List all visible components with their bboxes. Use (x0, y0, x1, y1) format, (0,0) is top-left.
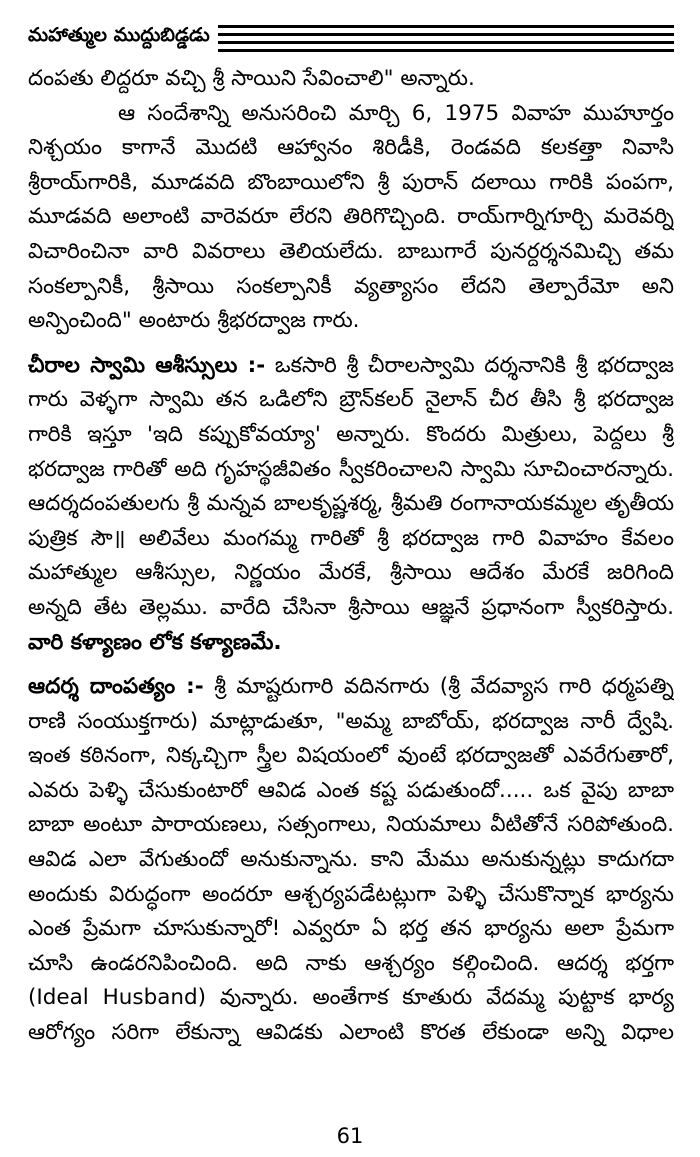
text-line: సంకల్పానికీ, శ్రీసాయి సంకల్పానికీ వ్యత్యాసం లేదని తెల్పారేమో అని (28, 273, 674, 299)
text-line: భరద్వాజ గారితో అది గృహస్థజీవితం స్వీకరించాలని స్వామి సూచించారన్నారు. (28, 456, 674, 482)
text-line: నిశ్చయం కాగానే మొదటి ఆహ్వానం శిరిడీకి, రెండవది కలకత్తా నివాసి (28, 135, 674, 161)
text-line: గారు వెళ్ళగా స్వామి తన ఒడిలోని బ్రౌన్‌కలర్ నైలాన్ చీర తీసి శ్రీ భరద్వాజ (28, 387, 674, 413)
text-line: ఆరోగ్యం సరిగా లేకున్నా ఆవిడకు ఎలాంటి కొరత లేకుండా అన్ని విధాల (28, 1020, 674, 1046)
section-heading: ఆదర్శ దాంపత్యం :- (28, 674, 204, 700)
body-text (28, 62, 674, 1051)
text-line: అన్నది తేట తెల్లము. వారేది చేసినా శ్రీసాయి ఆజ్ఞనే ప్రధానంగా స్వీకరిస్తారు. (28, 594, 674, 620)
header-rule (218, 33, 674, 36)
header-rule (218, 25, 674, 28)
text-line: అన్పించింది" అంటారు శ్రీభరద్వాజ గారు. (28, 308, 360, 334)
header-decorative-rules (218, 22, 674, 56)
text-line-remainder: శ్రీ మాష్టరుగారి వదినగారు (శ్రీ వేదవ్యాస గారి ధర్మపత్ని (203, 674, 674, 700)
text-line: బాబా అంటూ పారాయణలు, సత్సంగాలు, నియమాలు వీటితోనే సరిపోతుంది. (28, 812, 674, 838)
text-line: (Ideal Husband) వున్నారు. అంతేగాక కూతురు వేదమ్మ పుట్టాక భార్య (28, 985, 674, 1011)
running-header-title: మహాత్ముల ముద్దుబిడ్డడు (28, 24, 210, 46)
text-line (28, 349, 674, 384)
text-line: మూడవది అలాంటి వారెవరూ లేరని తిరిగొచ్చింది. రాయ్‌గార్నిగూర్చి మరెవర్ని (28, 204, 674, 230)
emphasized-line: వారి కళ్యాణం లోక కళ్యాణమే. (28, 629, 282, 655)
text-line: దంపతు లిద్దరూ వచ్చి శ్రీ సాయిని సేవించాలి" అన్నారు. (28, 66, 475, 91)
header-rule (218, 41, 674, 44)
text-line: ఆవిడ ఎలా వేగుతుందో అనుకున్నాను. కాని మేము అనుకున్నట్లు కాదుగదా (28, 847, 674, 873)
text-line (28, 670, 674, 705)
paragraph-gap (28, 660, 674, 670)
text-line: చూసి ఉండరనిపించింది. అది నాకు ఆశ్చర్యం కల్గించింది. ఆదర్శ భర్తగా (28, 950, 674, 976)
text-line: గారికి ఇస్తూ 'ఇది కప్పుకోవయ్యా' అన్నారు. కొందరు మిత్రులు, పెద్దలు శ్రీ (28, 421, 674, 447)
text-line: ఇంత కఠినంగా, నిక్కచ్చిగా స్త్రీల విషయంలో వుంటే భరద్వాజతో ఎవరేగుతారో, (28, 743, 674, 769)
text-line: ఎవరు పెళ్ళి చేసుకుంటారో ఆవిడ ఎంత కష్ట పడుతుందో..... ఒక వైపు బాబా (28, 777, 674, 803)
text-line-remainder: ఒకసారి శ్రీ చీరాలస్వామి దర్శనానికి శ్రీ భరద్వాజ (265, 352, 674, 378)
text-line: అందుకు విరుద్ధంగా అందరూ ఆశ్చర్యపడేటట్లుగా పెళ్ళి చేసుకొన్నాక భార్యను (28, 881, 674, 907)
text-line: మహాత్ముల ఆశీస్సుల, నిర్ణయం మేరకే, శ్రీసాయి ఆదేశం మేరకే జరిగింది (28, 560, 674, 586)
text-line: పుత్రిక సౌ॥ అలివేలు మంగమ్మ గారితో శ్రీ భరద్వాజ గారి వివాహం కేవలం (28, 525, 674, 551)
paragraph-gap (28, 339, 674, 349)
text-line: విచారించినా వారి వివరాలు తెలియలేదు. బాబుగారే పునర్దర్శనమిచ్చి తమ (28, 238, 674, 264)
running-header (28, 22, 674, 56)
text-line: ఆ సందేశాన్ని అనుసరించి మార్చి 6, 1975 వివాహ ముహూర్తం (118, 100, 674, 126)
section-heading: చీరాల స్వామి ఆశీస్సులు :- (28, 352, 266, 378)
text-line: ఆదర్శదంపతులగు శ్రీ మన్నవ బాలకృష్ణశర్మ, శ్రీమతి రంగానాయకమ్మల తృతీయ (28, 491, 674, 517)
text-line: రాణి సంయుక్తగారు) మాట్లాడుతూ, "అమ్మ బాబోయ్, భరద్వాజ నారీ ద్వేషి. (28, 708, 674, 734)
text-line: శ్రీరాయ్‌గారికి, మూడవది బొంబాయిలోని శ్రీ పురాన్ దలాయి గారికి పంపగా, (28, 169, 674, 195)
header-rule (218, 49, 674, 52)
text-line: ఎంత ప్రేమగా చూసుకున్నారో! ఎవ్వరూ ఏ భర్త తన భార్యను అలా ప్రేమగా (28, 916, 674, 942)
page-number: 61 (336, 1124, 364, 1148)
